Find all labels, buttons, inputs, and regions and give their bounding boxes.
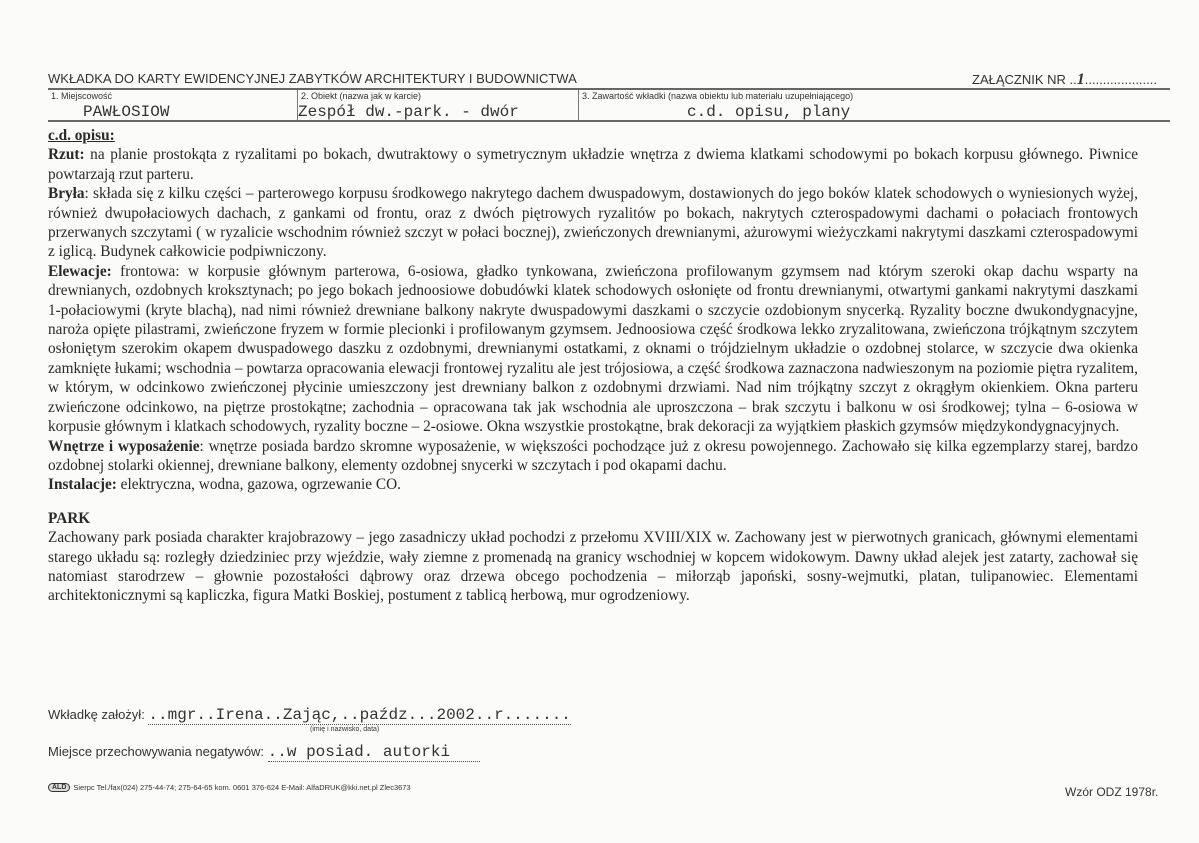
section-elewacje [48,262,1138,437]
section-bryla [48,184,1138,262]
field-value: PAWŁOSIOW [83,103,170,121]
field-object [298,90,579,120]
field-contents [579,90,1170,120]
field-locality [48,90,298,120]
section-text: : wnętrze posiada bardzo skromne wyposażenie, w większości pochodzące już z okresu powojennego. Zachowało się kilka egzemplarzy starej, bardzo ozdobnej stolarki okiennej, drewniane balkony, elementy ozdobnej snycerki w szczytach i pod okapami dachu. [48,437,1138,474]
section-text: frontowa: w korpusie głównym parterowa, 6-osiowa, gładko tynkowana, zwieńczona profilowanym gzymsem nad którym szeroki okap dachu wsparty na drewnianych, ozdobnych kroksztynach; po jego bokach jednoosiowe dobudówki klatek schodowych osłonięte od frontu drewnianymi, otwartymi gankami nakrytymi daszkami 1-połaciowymi (kryte blachą), nad nimi również drewniane balkony nakryte dwuspadowymi daszkami o szczycie ozdobionym snycerką. Ryzality boczne dwukondygnacyjne, naroża opięte pilastrami, zwieńczone fryzem w formie plecionki i profilowanym gzymsem. Jednoosiowa część środkowa lekko zryzalitowana, zwieńczona trójkątnym szczytem osłoniętym szerokim okapem dwuspadowego daszku z ozdobnymi, drewnianymi ostatkami, z oknami o trójdzielnym układzie o ozdobnej stolarce, w szczycie dwa okienka zamknięte łukami; wschodnia – powtarza opracowania elewacji frontowej ryzalitu ale jest trójosiowa, a część środkowa zaznaczona nadwieszonym na poziomie piętra ryzalitem, w którym, w odcinkowo zwieńczonej płycinie umieszczony jest drewniany balkon z ozdobnymi drzwiami. Nad nim trójkątny szczyt z okrągłym okienkiem. Okna parteru zwieńczone odcinkowo, na piętrze prostokątne; zachodnia – opracowana tak jak wschodnia ale uproszczona – brak szczytu i balkonu w osi środkowej; tylna – 6-osiowa w korpusie głównym i klatkach schodowych, ryzality boczne – 2-osiowe. Okna wszystkie prostokątne, brak dekoracji za wyjątkiem płaskich gzymsów międzykondygnacyjnych. [48,262,1138,436]
printer-logo: ALD [48,783,70,792]
negatives-line [48,743,480,761]
annex-number [972,71,1157,89]
annex-value: 1 [1076,71,1085,88]
field-label: 2. Obiekt (nazwa jak w karcie) [301,91,422,101]
park-text: Zachowany park posiada charakter krajobrazowy – jego zasadniczy układ pochodzi z przełomu XVIII/XIX w. Zachowany jest w pierwotnych granicach, głównymi elementami starego układu są: rozległy dziedziniec przy wjeździe, wały ziemne z promenadą na granicy wschodniej w kopcem widokowym. Dawny układ alejek jest zatarty, zachował się natomiast starodrzew – głownie pozostałości dąbrowy oraz drzewa obcego pochodzenia – miłorząb japoński, sosny-wejmutki, platan, tulipanowiec. Elementami architektonicznymi są kapliczka, figura Matki Boskiej, postument z tablicą herbową, mur ogrodzeniowy. [48,529,1138,605]
section-instalacje [48,475,1138,494]
form-title: WKŁADKA DO KARTY EWIDENCYJNEJ ZABYTKÓW ARCHITEKTURY I BUDOWNICTWA [48,71,577,86]
section-text: elektryczna, wodna, gazowa, ogrzewanie CO. [116,476,401,494]
header-fields [48,88,1170,122]
description-body [48,126,1138,606]
section-label: Wnętrze i wyposażenie [48,437,200,455]
printer-info [48,783,411,792]
author-line [48,706,571,733]
section-rzut [48,145,1138,184]
field-label: 1. Miejscowość [51,91,113,101]
annex-label: ZAŁĄCZNIK NR .. [972,72,1077,87]
annex-dots: .................... [1084,72,1157,87]
section-heading: c.d. opisu: [48,127,115,144]
template-id: Wzór ODZ 1978r. [1065,785,1159,799]
field-value: Zespół dw.-park. - dwór [298,103,519,121]
park-heading: PARK [48,509,91,527]
negatives-value: ..w posiad. autorki [268,743,480,762]
field-value: c.d. opisu, plany [687,103,851,121]
printer-text: Sierpc Tel./fax(024) 275-44-74; 275-64-65 kom. 0601 376-624 E-Mail: AlfaDRUK@kki.net.pl Zlec3673 [73,783,411,792]
author-label: Wkładkę założył: [48,707,149,722]
author-hint: (imię i nazwisko, data) [310,726,380,733]
section-label: Instalacje: [48,476,117,494]
section-label: Bryła [48,185,85,203]
field-label: 3. Zawartość wkładki (nazwa obiektu lub materiału uzupełniającego) [582,91,854,101]
negatives-label: Miejsce przechowywania negatywów: [48,744,268,759]
author-value: ..mgr..Irena..Zając,..paźdz...2002..r....... [148,706,571,724]
section-text: : składa się z kilku części – parterowego korpusu środkowego nakrytego dachem dwuspadowym, dostawionych do jego boków klatek schodowych o wyniesionych wyżej, również dwupołaciowych dachach, z gankami od frontu, oraz z dwóch piętrowych ryzalitów po bokach, nakrytych czterospadowymi dachami o połaciach frontowych przerwanych szczytami ( w ryzalicie wschodnim również szczyt w połaci bocznej), zwieńczonych drewnianymi, ażurowymi wieżyczkami nakrytymi daszkami czterospadowymi z iglicą. Budynek całkowicie podpiwniczony. [48,185,1138,261]
section-text: na planie prostokąta z ryzalitami po bokach, dwutraktowy o symetrycznym układzie wnętrza z dwiema klatkami schodowymi po bokach korpusu głównego. Piwnice powtarzają rzut parteru. [48,146,1138,183]
section-label: Rzut: [48,146,85,164]
section-wnetrze [48,437,1138,476]
section-label: Elewacje: [48,262,112,280]
